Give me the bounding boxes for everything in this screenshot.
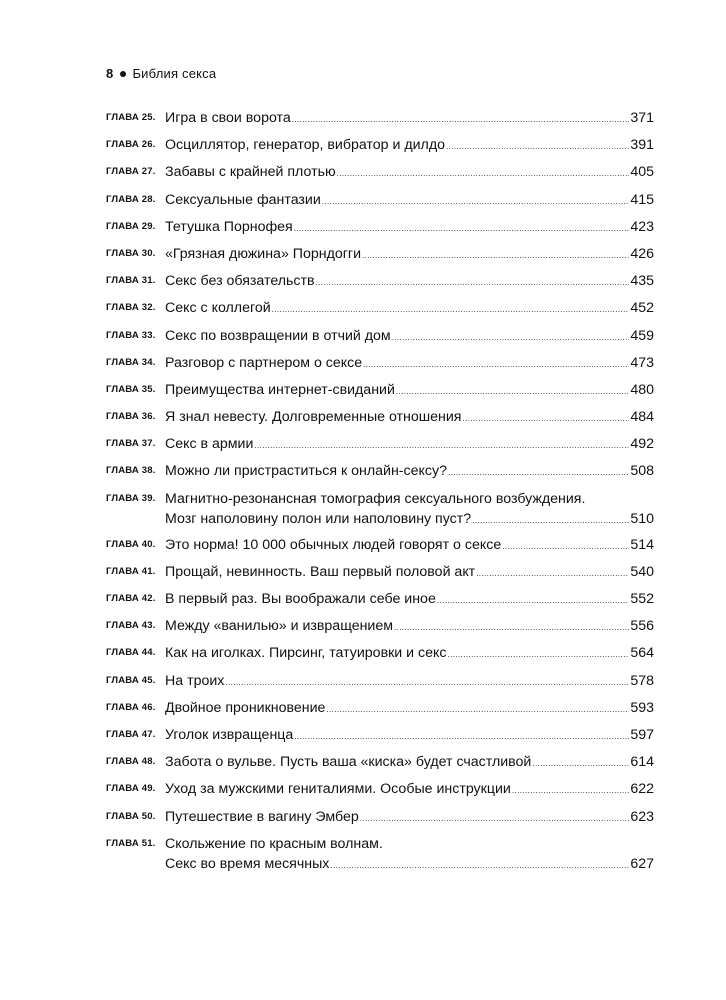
toc-entry — [106, 271, 654, 298]
dot-leader — [476, 564, 629, 584]
chapter-page-number: 552 — [630, 591, 654, 607]
toc-entry — [106, 671, 654, 698]
toc-entry — [106, 616, 654, 643]
dot-leader — [392, 328, 630, 348]
chapter-page-number: 480 — [630, 381, 654, 398]
toc-entry — [106, 190, 654, 217]
chapter-label: ГЛАВА 40. — [106, 538, 156, 550]
chapter-page-number: 510 — [630, 510, 654, 527]
dot-leader — [448, 463, 629, 483]
dot-leader — [225, 673, 629, 693]
chapter-page-number: 484 — [630, 409, 654, 426]
chapter-page-number: 540 — [630, 563, 654, 580]
chapter-page-number: 578 — [630, 672, 654, 689]
chapter-page-number: 564 — [630, 645, 654, 662]
chapter-label: ГЛАВА 47. — [106, 728, 156, 740]
toc-entry — [106, 489, 654, 535]
chapter-page-number: 459 — [630, 327, 654, 344]
chapter-page-number: 492 — [630, 436, 654, 453]
dot-leader — [337, 164, 630, 184]
toc-entry — [106, 643, 654, 670]
chapter-label: ГЛАВА 38. — [106, 465, 156, 477]
dot-leader — [512, 781, 629, 801]
toc-entry — [106, 698, 654, 725]
chapter-title-line1: Магнитно-резонансная томография сексуального возбуждения. — [165, 490, 586, 507]
chapter-page-number: 623 — [630, 808, 654, 825]
chapter-label: ГЛАВА 32. — [106, 302, 156, 314]
chapter-label: ГЛАВА 36. — [106, 411, 156, 423]
chapter-title: Игра в свои ворота — [165, 110, 291, 126]
chapter-title: Мозг наполовину полон или наполовину пуст? — [165, 510, 472, 527]
chapter-label: ГЛАВА 50. — [106, 810, 156, 822]
chapter-page-number: 423 — [630, 218, 654, 235]
chapter-page-number: 508 — [630, 463, 654, 480]
toc-entry — [106, 135, 654, 162]
toc-entry — [106, 407, 654, 434]
toc-entry — [106, 298, 654, 325]
chapter-title: Секс по возвращении в отчий дом — [165, 327, 391, 344]
chapter-label: ГЛАВА 26. — [106, 139, 156, 151]
dot-leader — [326, 700, 629, 720]
dot-leader — [362, 246, 629, 266]
dot-leader — [330, 856, 629, 876]
toc-entry — [106, 562, 654, 589]
chapter-title: Секс с коллегой — [165, 300, 271, 317]
dot-leader — [532, 754, 629, 774]
dot-leader — [294, 727, 629, 747]
dot-leader — [396, 382, 629, 402]
chapter-title: Уход за мужскими гениталиями. Особые инструкции — [165, 781, 511, 798]
toc-entry — [106, 434, 654, 461]
chapter-label: ГЛАВА 42. — [106, 593, 156, 604]
chapter-page-number: 614 — [630, 754, 654, 771]
chapter-title: Секс во время месячных — [165, 855, 330, 872]
toc-entry — [106, 326, 654, 353]
toc-entry — [106, 461, 654, 488]
chapter-page-number: 627 — [630, 855, 654, 872]
chapter-label: ГЛАВА 45. — [106, 674, 156, 686]
chapter-page-number: 593 — [630, 699, 654, 716]
chapter-title: Разговор с партнером о сексе — [165, 354, 363, 371]
page-number: 8 — [106, 66, 114, 81]
chapter-title: Между «ванилью» и извращением — [165, 618, 393, 635]
chapter-title: На троих — [165, 672, 225, 689]
dot-leader — [292, 110, 630, 130]
chapter-title: Забота о вульве. Пусть ваша «киска» будет счастливой — [165, 754, 532, 771]
toc-entry — [106, 162, 654, 189]
chapter-page-number: 597 — [630, 726, 654, 743]
dot-leader — [463, 409, 630, 429]
chapter-page-number: 415 — [630, 191, 654, 208]
dot-leader — [322, 192, 630, 212]
chapter-label: ГЛАВА 33. — [106, 329, 156, 341]
chapter-label: ГЛАВА 31. — [106, 275, 156, 287]
dot-leader — [360, 809, 630, 829]
chapter-title: Тетушка Порнофея — [165, 218, 293, 235]
chapter-label: ГЛАВА 27. — [106, 166, 156, 178]
chapter-title: Уголок извращенца — [165, 726, 294, 743]
toc-entry — [106, 752, 654, 779]
dot-leader — [437, 591, 629, 611]
chapter-title: Секс без обязательств — [165, 273, 315, 290]
chapter-label: ГЛАВА 37. — [106, 438, 156, 450]
chapter-title: В первый раз. Вы воображали себе иное — [165, 591, 436, 607]
chapter-page-number: 435 — [630, 273, 654, 290]
chapter-title: Преимущества интернет-свиданий — [165, 381, 395, 398]
toc-entry — [106, 244, 654, 271]
chapter-label: ГЛАВА 30. — [106, 247, 156, 259]
chapter-label: ГЛАВА 29. — [106, 220, 156, 232]
dot-leader — [316, 273, 630, 293]
dot-leader — [502, 537, 629, 557]
dot-leader — [394, 618, 629, 638]
bullet-icon — [120, 71, 126, 77]
chapter-page-number: 622 — [630, 781, 654, 798]
chapter-page-number: 556 — [630, 618, 654, 635]
chapter-label: ГЛАВА 39. — [106, 492, 156, 504]
chapter-page-number: 405 — [630, 164, 654, 181]
book-title: Библия секса — [132, 66, 217, 81]
chapter-label: ГЛАВА 25. — [106, 112, 156, 123]
chapter-title: Секс в армии — [165, 436, 254, 453]
chapter-title: Сексуальные фантазии — [165, 191, 321, 208]
chapter-page-number: 426 — [630, 245, 654, 262]
chapter-title: Осциллятор, генератор, вибратор и дилдо — [165, 137, 446, 154]
toc-entry — [106, 217, 654, 244]
chapter-label: ГЛАВА 49. — [106, 783, 156, 795]
chapter-page-number: 473 — [630, 354, 654, 371]
chapter-label: ГЛАВА 46. — [106, 701, 156, 713]
chapter-label: ГЛАВА 34. — [106, 356, 156, 368]
toc-entry — [106, 108, 654, 135]
chapter-label: ГЛАВА 35. — [106, 383, 156, 395]
chapter-title: Я знал невесту. Долговременные отношения — [165, 409, 462, 426]
toc-entry — [106, 535, 654, 562]
chapter-label: ГЛАВА 51. — [106, 837, 156, 849]
chapter-title: «Грязная дюжина» Порндогги — [165, 245, 362, 262]
dot-leader — [254, 436, 629, 456]
chapter-label: ГЛАВА 28. — [106, 193, 156, 205]
dot-leader — [446, 137, 629, 157]
chapter-label: ГЛАВА 48. — [106, 756, 156, 768]
toc-entry — [106, 779, 654, 806]
toc-entry — [106, 589, 654, 616]
chapter-label: ГЛАВА 41. — [106, 565, 156, 577]
chapter-page-number: 391 — [630, 137, 654, 154]
chapter-title: Двойное проникновение — [165, 699, 326, 716]
dot-leader — [472, 511, 629, 531]
chapter-page-number: 452 — [630, 300, 654, 317]
chapter-title: Путешествие в вагину Эмбер — [165, 808, 359, 825]
chapter-label: ГЛАВА 44. — [106, 647, 156, 659]
dot-leader — [363, 355, 629, 375]
chapter-title: Прощай, невинность. Ваш первый половой акт — [165, 563, 476, 580]
chapter-title: Можно ли пристраститься к онлайн-сексу? — [165, 463, 447, 480]
chapter-title: Как на иголках. Пирсинг, татуировки и секс — [165, 645, 447, 662]
chapter-title: Забавы с крайней плотью — [165, 164, 336, 181]
dot-leader — [294, 219, 630, 239]
toc-entry — [106, 834, 654, 880]
table-of-contents — [106, 108, 654, 880]
chapter-title-line1: Скольжение по красным волнам. — [165, 835, 383, 852]
dot-leader — [272, 300, 630, 320]
dot-leader — [448, 645, 630, 665]
chapter-page-number: 514 — [630, 536, 654, 553]
toc-entry — [106, 353, 654, 380]
chapter-title: Это норма! 10 000 обычных людей говорят о сексе — [165, 536, 502, 553]
toc-entry — [106, 380, 654, 407]
toc-entry — [106, 807, 654, 834]
chapter-page-number: 371 — [630, 110, 654, 126]
toc-entry — [106, 725, 654, 752]
chapter-label: ГЛАВА 43. — [106, 620, 156, 632]
running-header — [106, 66, 216, 81]
